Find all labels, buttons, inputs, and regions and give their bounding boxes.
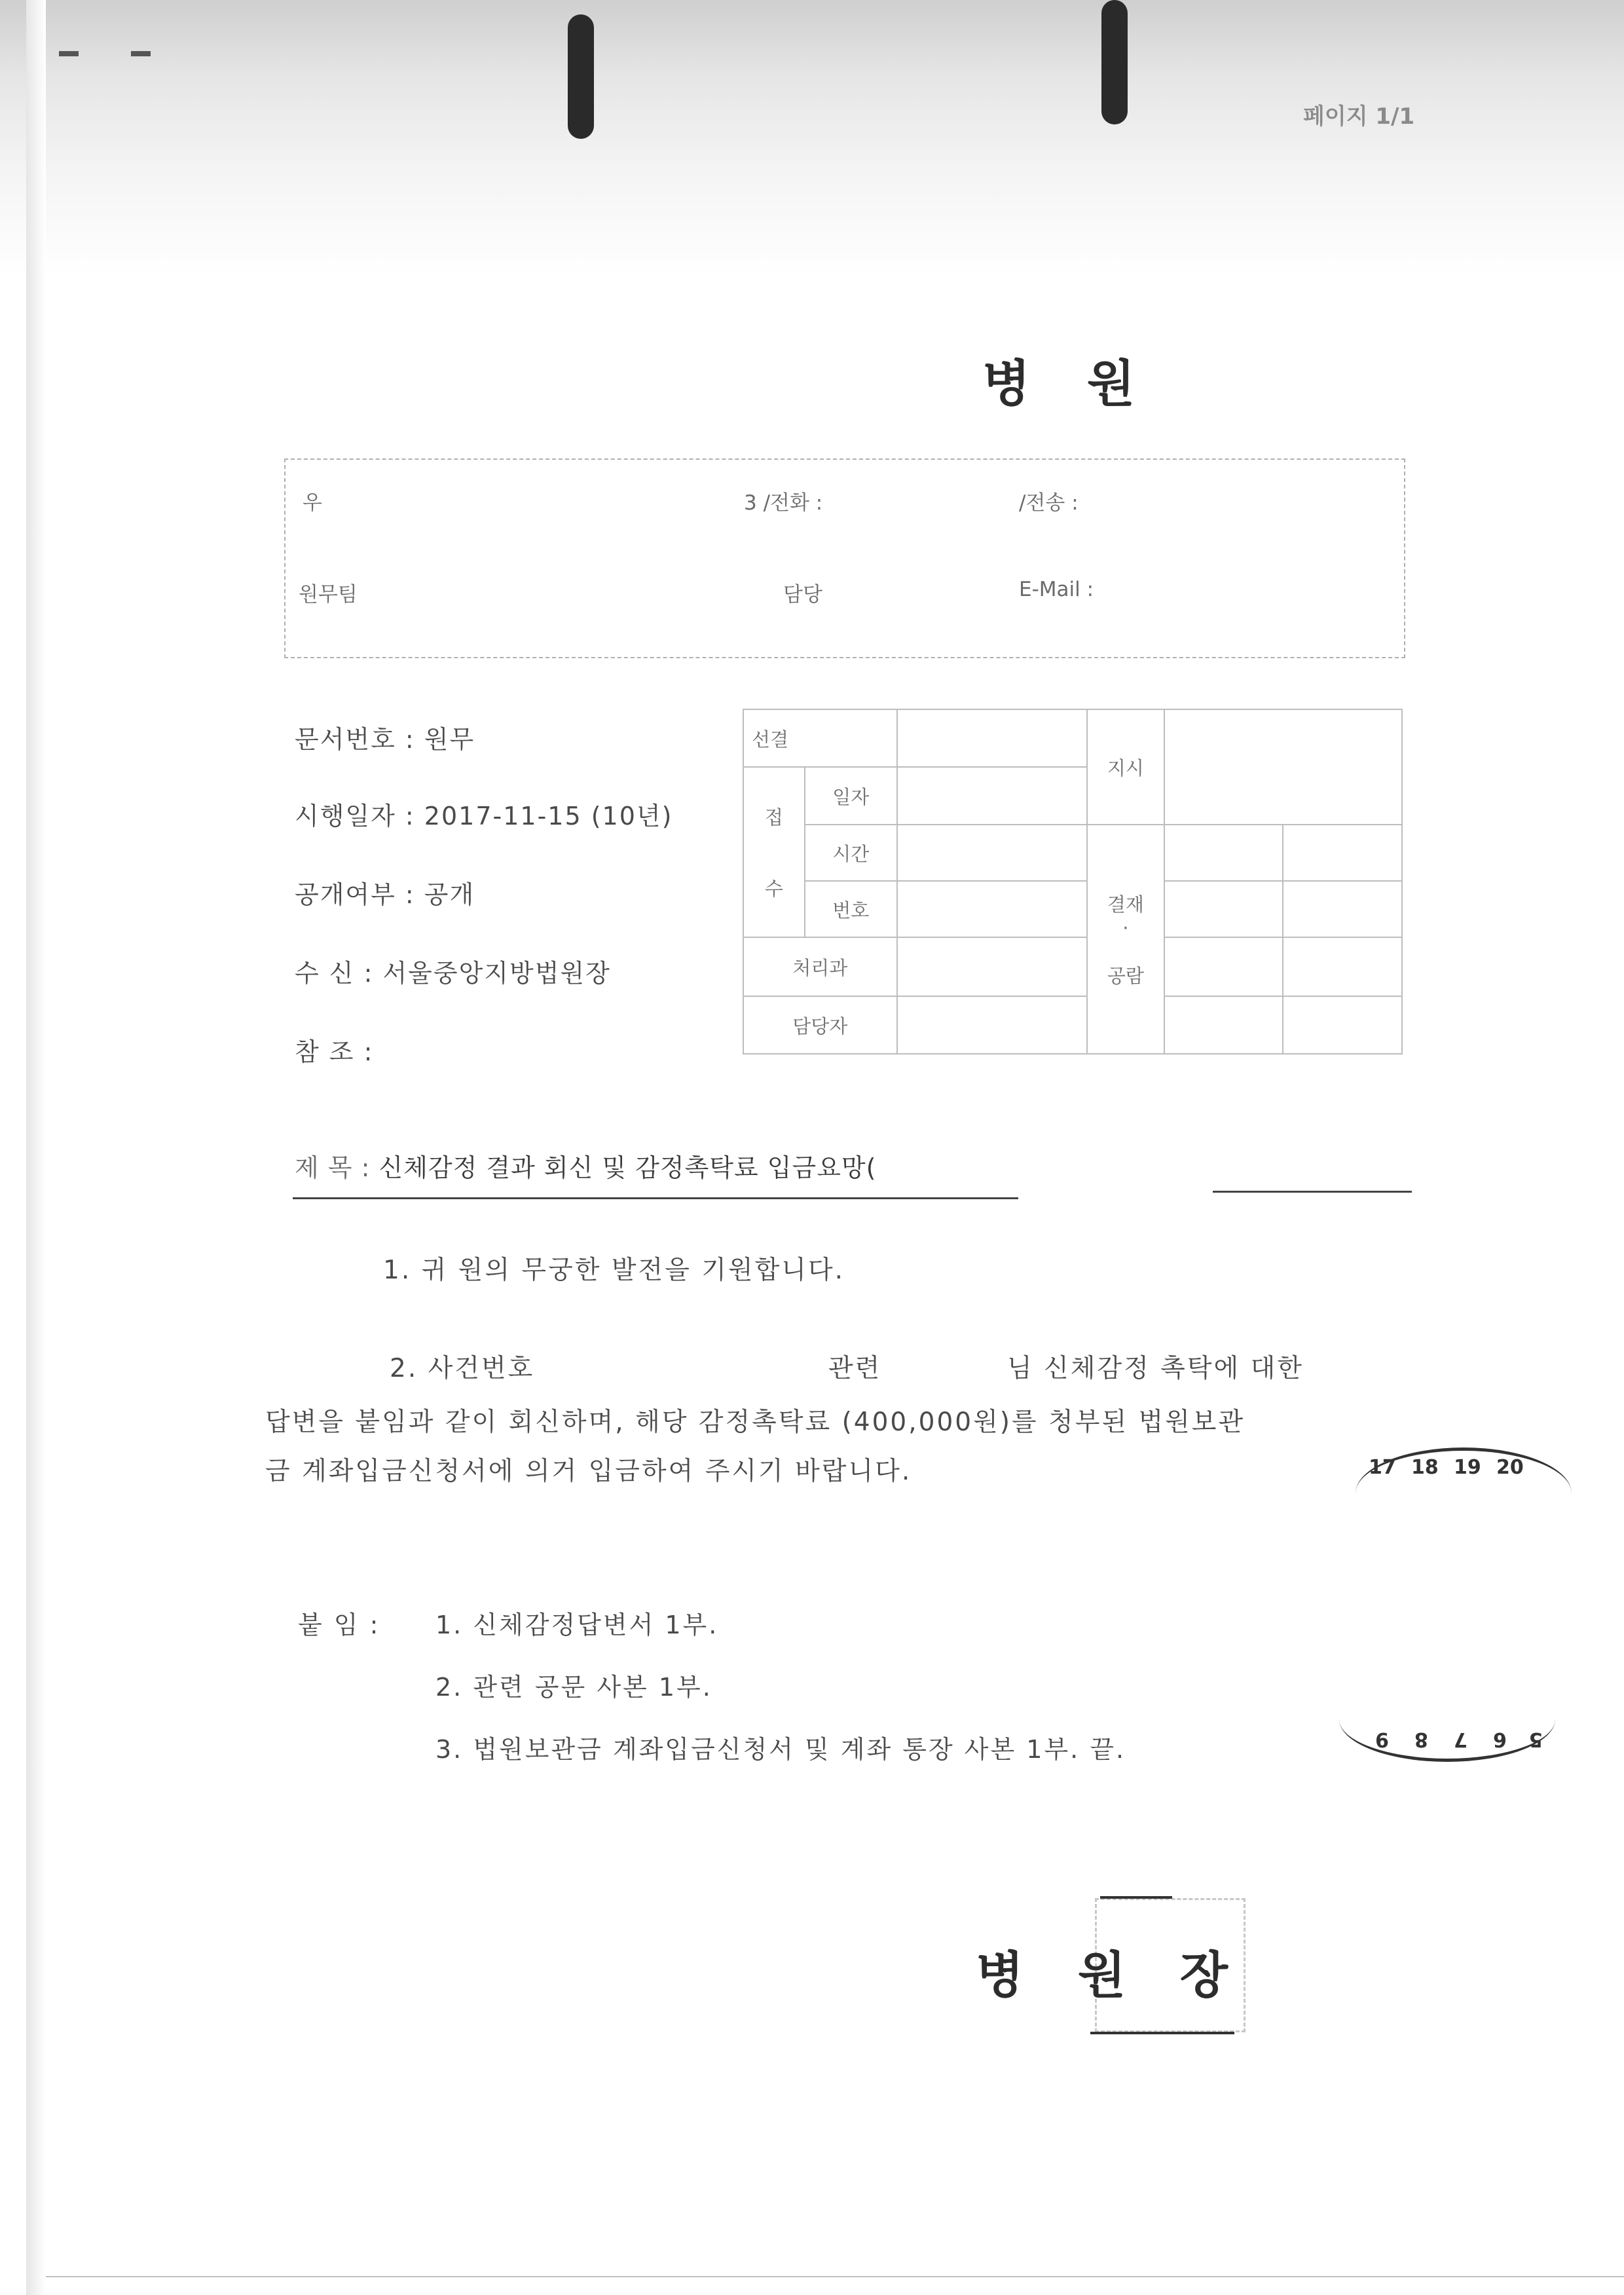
margin-mark	[59, 51, 79, 56]
sign-slot	[1164, 996, 1283, 1054]
phone-label: 3 /전화 :	[744, 491, 823, 515]
time-value	[897, 825, 1087, 881]
attachment-item: 3. 법원보관금 계좌입금신청서 및 계좌 통장 사본 1부. 끝.	[435, 1735, 1126, 1764]
receive-cell: 접 수	[743, 767, 805, 937]
instruction-value	[1164, 709, 1402, 825]
dept-value	[897, 937, 1087, 996]
email-label: E-Mail :	[1019, 578, 1094, 601]
approval-table	[743, 709, 1403, 1054]
subject-text: 신체감정 결과 회신 및 감정촉탁료 입금요망(	[378, 1153, 877, 1182]
team-label: 원무팀	[299, 583, 358, 606]
officer-value	[897, 996, 1087, 1054]
reference: 참 조 :	[295, 1037, 374, 1066]
dept-label: 처리과	[743, 937, 897, 996]
body-paragraph-2-related: 관련	[828, 1354, 882, 1383]
disclosure-status: 공개여부 : 공개	[295, 880, 475, 909]
sign-slot	[1164, 825, 1283, 881]
paper-edge	[26, 0, 46, 2295]
number-value	[897, 881, 1087, 937]
body-paragraph-1: 1. 귀 원의 무궁한 발전을 기원합니다.	[383, 1256, 845, 1285]
body-paragraph-2-line3: 금 계좌입금신청서에 의거 입금하여 주시기 바랍니다.	[265, 1457, 912, 1486]
page-indicator: 페이지 1/1	[1303, 103, 1415, 130]
body-paragraph-2-start: 2. 사건번호	[390, 1354, 535, 1383]
attachment-item: 2. 관련 공문 사본 1부.	[435, 1673, 712, 1702]
date-label: 일자	[805, 767, 897, 825]
org-title: 병 원	[982, 354, 1155, 413]
signature-rule-top	[1100, 1896, 1172, 1899]
sign-slot	[1283, 996, 1402, 1054]
signature-title: 병 원 장	[976, 1946, 1247, 2004]
sign-cell: 결재 · 공람	[1087, 825, 1164, 1054]
attachments-label: 붙 임 :	[298, 1611, 380, 1639]
body-paragraph-2-tail: 님 신체감정 촉탁에 대한	[1007, 1354, 1304, 1383]
receipt-stamp-top: 17 18 19 20	[1356, 1447, 1572, 1539]
issue-date: 시행일자 : 2017-11-15 (10년)	[295, 802, 673, 830]
number-label: 번호	[805, 881, 897, 937]
signature-rule-bottom	[1090, 2032, 1234, 2034]
subject-label: 제 목 :	[295, 1153, 371, 1182]
sign-slot	[1164, 937, 1283, 996]
officer-label: 담당자	[743, 996, 897, 1054]
prior-value	[897, 709, 1087, 767]
postal-label: 우	[303, 491, 322, 515]
subject-underline-right	[1213, 1191, 1412, 1193]
contact-box	[284, 458, 1405, 658]
doc-number: 문서번호 : 원무	[295, 725, 475, 754]
time-label: 시간	[805, 825, 897, 881]
person-label: 담당	[783, 583, 822, 606]
attachment-item: 1. 신체감정답변서 1부.	[435, 1611, 719, 1639]
sign-slot	[1283, 881, 1402, 937]
sign-slot	[1164, 881, 1283, 937]
prior-cell: 선결	[743, 709, 897, 767]
sign-slot	[1283, 937, 1402, 996]
recipient: 수 신 : 서울중앙지방법원장	[295, 959, 611, 988]
footer-rule	[46, 2276, 1624, 2277]
sign-slot	[1283, 825, 1402, 881]
body-paragraph-2-line2: 답변을 붙임과 같이 회신하며, 해당 감정촉탁료 (400,000원)를 청부된 법원보관	[265, 1408, 1246, 1437]
subject-line	[295, 1148, 876, 1184]
subject-underline	[293, 1197, 1018, 1199]
instruction-cell: 지시	[1087, 709, 1164, 825]
binder-ring	[1101, 0, 1128, 124]
fax-header-line	[249, 111, 1428, 138]
fax-label: /전송 :	[1019, 491, 1079, 515]
margin-mark	[131, 51, 151, 56]
date-value	[897, 767, 1087, 825]
receipt-stamp-bottom: 9 8 7 6 5	[1339, 1677, 1555, 1762]
